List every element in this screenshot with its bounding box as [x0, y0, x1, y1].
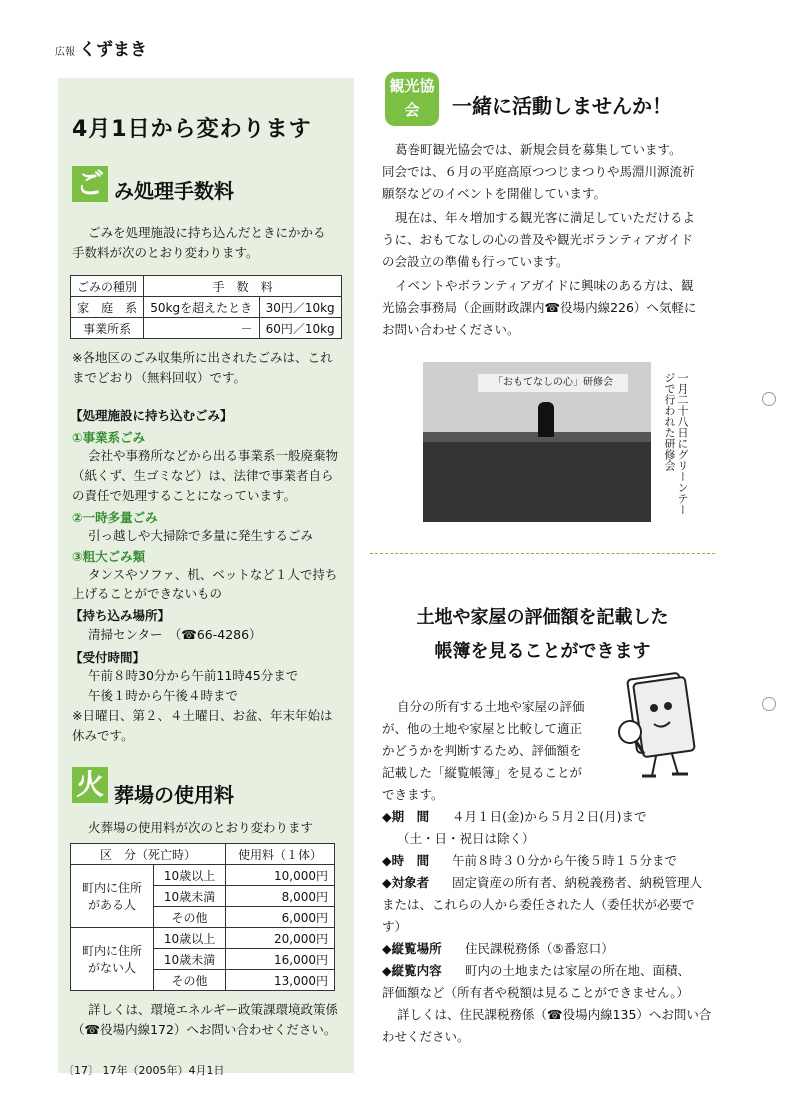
kanko-p1-2: 同会では、６月の平庭高原つつじまつりや馬淵川源流祈: [382, 164, 695, 179]
crematory-title: 葬場の使用料: [114, 783, 234, 807]
table-row: [71, 865, 335, 886]
place-title: 【持ち込み場所】: [70, 608, 171, 623]
masthead: [55, 35, 147, 60]
land-intro-3: かどうかを判断するため、評価額を: [382, 743, 582, 758]
table-cell: 30円／10kg: [259, 297, 341, 318]
view-content-2: 評価額など（所有者や税額は見ることができません。）: [382, 985, 690, 1000]
photo-audience: [423, 442, 651, 522]
kanko-p2-2: うに、おもてなしの心の普及や観光ボランティアガイド: [382, 232, 694, 247]
table-row: [71, 318, 342, 339]
target-value-2: または、これらの人から委任された人（委任状が必要で: [382, 897, 695, 912]
closed-note-1: ※日曜日、第２、４土曜日、お盆、年末年始は: [72, 708, 333, 723]
table-row: [71, 928, 335, 949]
table-header: 区 分（死亡時）: [71, 844, 226, 865]
table-cell: 6,000円: [226, 907, 335, 928]
table-cell: 10歳以上: [154, 928, 226, 949]
view-place-value: 住民課税務係（⑤番窓口）: [465, 941, 614, 956]
item1-text-1: 会社や事務所などから出る事業系一般廃棄物: [88, 448, 339, 463]
kanko-p1-1: 葛巻町観光協会では、新規会員を募集しています。: [395, 142, 682, 157]
land-title-1: 土地や家屋の評価額を記載した: [416, 607, 669, 628]
issue-date: 17年（2005年）4月1日: [102, 1064, 225, 1077]
kanko-p2-3: の会設立の準備も行っています。: [382, 254, 569, 269]
garbage-badge: ご: [72, 166, 108, 202]
land-intro-5: できます。: [382, 787, 444, 802]
table-cell: 10歳未満: [154, 949, 226, 970]
table-cell: －: [144, 318, 259, 339]
land-intro-1: 自分の所有する土地や家屋の評価: [397, 699, 585, 714]
garbage-fee-table: [70, 275, 342, 339]
garbage-intro-2: 手数料が次のとおり変わります。: [72, 245, 259, 260]
hours-title: 【受付時間】: [70, 650, 146, 665]
page-number: 〔17〕: [63, 1064, 99, 1077]
table-group-label: 町内に住所がある人: [71, 865, 154, 928]
masthead-title: くずまき: [79, 40, 147, 60]
page-footer: [63, 1062, 225, 1078]
target-value-1: 固定資産の所有者、納税義務者、納税管理人: [452, 875, 703, 890]
seminar-photo: [423, 362, 651, 522]
table-row: [71, 844, 335, 865]
garbage-title: み処理手数料: [114, 179, 234, 203]
place-text: 清掃センター （☎66-4286）: [88, 627, 262, 642]
land-intro-2: が、他の土地や家屋と比較して適正: [382, 721, 583, 736]
photo-caption: 一月二十八日にグリーンテージで行われた研修会: [663, 372, 689, 515]
binder-hole: [762, 392, 776, 406]
photo-speaker: [538, 402, 554, 437]
item3-label: ③粗大ごみ類: [72, 549, 146, 564]
item1-text-3: の責任で処理することになっています。: [72, 488, 297, 503]
table-cell: 家 庭 系: [71, 297, 144, 318]
item3-text-1: タンスやソファ、机、ベットなど１人で持ち: [88, 567, 338, 582]
table-cell: 13,000円: [226, 970, 335, 991]
land-contact-1: 詳しくは、住民課税務係（☎役場内線135）へお問い合: [397, 1007, 712, 1022]
period-value: ４月１日(金)から５月２日(月)まで: [452, 809, 647, 824]
table-cell: 16,000円: [226, 949, 335, 970]
view-content-1: 町内の土地または家屋の所在地、面積、: [465, 963, 691, 978]
table-cell: 8,000円: [226, 886, 335, 907]
table-cell: 60円／10kg: [259, 318, 341, 339]
item2-text: 引っ越しや大掃除で多量に発生するごみ: [88, 528, 314, 543]
table-cell: 10,000円: [226, 865, 335, 886]
garbage-intro-1: ごみを処理施設に持ち込んだときにかかる: [88, 225, 326, 240]
item2-label: ②一時多量ごみ: [72, 510, 158, 525]
period-sub: （土・日・祝日は除く）: [397, 831, 535, 846]
item1-label: ①事業系ごみ: [72, 430, 146, 445]
table-row: [71, 297, 342, 318]
masthead-small: 広報: [55, 47, 75, 58]
kanko-p3-1: イベントやボランティアガイドに興味のある方は、観: [395, 278, 694, 293]
table-cell: 50kgを超えたとき: [144, 297, 259, 318]
land-contact-2: わせください。: [382, 1029, 470, 1044]
crematory-contact-1: 詳しくは、環境エネルギー政策課環境政策係: [88, 1002, 339, 1017]
target-value-3: す）: [382, 919, 408, 934]
kanko-pill: 観光協会: [385, 72, 439, 126]
time-label: ◆時 間: [382, 853, 430, 868]
bring-title: 【処理施設に持ち込むごみ】: [70, 408, 233, 423]
photo-banner: 「おもてなしの心」研修会: [478, 374, 628, 392]
section-divider: [370, 553, 715, 554]
closed-note-2: 休みです。: [72, 728, 134, 743]
land-title-2: 帳簿を見ることができます: [434, 641, 651, 662]
table-cell: その他: [154, 970, 226, 991]
kanko-p3-3: お問い合わせください。: [382, 322, 520, 337]
hours-text-1: 午前８時30分から午前11時45分まで: [88, 668, 299, 683]
book-mascot-illustration: [612, 668, 712, 786]
photo-wall: [423, 362, 651, 432]
table-cell: 10歳以上: [154, 865, 226, 886]
item1-text-2: （紙くず、生ゴミなど）は、法律で事業者自ら: [72, 468, 334, 483]
kanko-p3-2: 光協会事務局（企画財政課内☎役場内線226）へ気軽に: [382, 300, 697, 315]
garbage-note-1: ※各地区のごみ収集所に出されたごみは、これ: [72, 350, 333, 365]
table-header: ごみの種別: [71, 276, 144, 297]
crematory-fee-table: [70, 843, 335, 991]
table-cell: 事業所系: [71, 318, 144, 339]
main-title: 4月1日から変わります: [72, 117, 312, 142]
crematory-intro: 火葬場の使用料が次のとおり変わります: [88, 820, 314, 835]
view-place-label: ◆縦覧場所: [382, 941, 442, 956]
table-header: 手 数 料: [144, 276, 342, 297]
table-row: [71, 276, 342, 297]
binder-hole: [762, 697, 776, 711]
time-value: 午前８時３０分から午後５時１５分まで: [452, 853, 678, 868]
table-cell: その他: [154, 907, 226, 928]
crematory-contact-2: （☎役場内線172）へお問い合わせください。: [72, 1022, 337, 1037]
table-cell: 20,000円: [226, 928, 335, 949]
table-header: 使用料（１体）: [226, 844, 335, 865]
table-group-label: 町内に住所がない人: [71, 928, 154, 991]
hours-text-2: 午後１時から午後４時まで: [88, 688, 239, 703]
crematory-badge: 火: [72, 767, 108, 803]
item3-text-2: 上げることができないもの: [72, 586, 223, 601]
kanko-title: 一緒に活動しませんか！: [452, 94, 672, 118]
period-label: ◆期 間: [382, 809, 430, 824]
view-content-label: ◆縦覧内容: [382, 963, 442, 978]
land-intro-4: 記載した「縦覧帳簿」を見ることが: [382, 765, 583, 780]
garbage-note-2: までどおり（無料回収）です。: [72, 370, 247, 385]
kanko-p1-3: 願祭などのイベントを開催しています。: [382, 186, 607, 201]
kanko-p2-1: 現在は、年々増加する観光客に満足していただけるよ: [395, 210, 696, 225]
target-label: ◆対象者: [382, 875, 430, 890]
table-cell: 10歳未満: [154, 886, 226, 907]
